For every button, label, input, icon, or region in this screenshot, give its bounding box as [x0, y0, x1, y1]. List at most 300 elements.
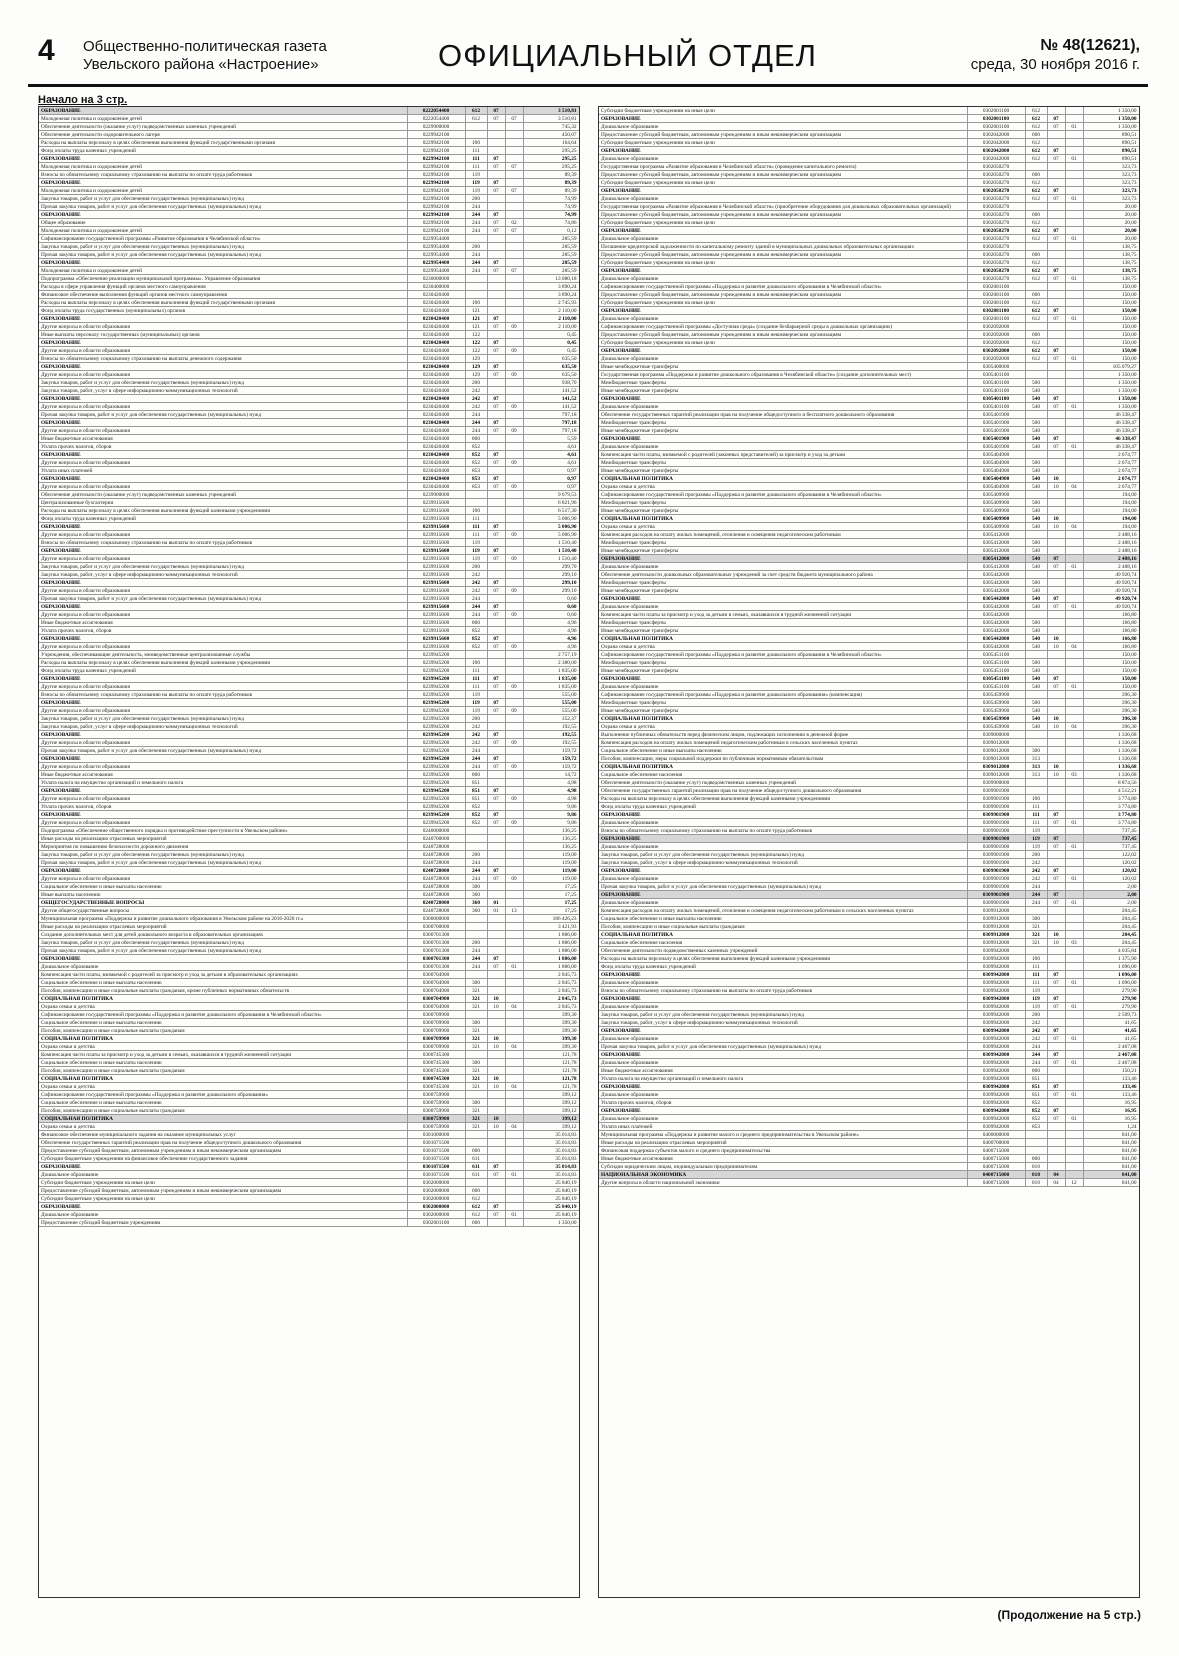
row-subsection: 03	[1065, 771, 1083, 779]
table-row	[599, 115, 1139, 123]
row-name: Предоставление субсидий бюджетным, автономным учреждениям и иным некоммерческим организациям	[599, 251, 967, 259]
row-subsection	[505, 1091, 523, 1099]
row-name: Иные межбюджетные трансферты	[599, 547, 967, 555]
row-expense-type: 612	[465, 115, 487, 123]
row-amount: 323,73	[1083, 187, 1139, 195]
row-section: 07	[487, 187, 505, 195]
row-amount: 74,99	[523, 211, 579, 219]
row-code: 0300759900	[407, 1123, 465, 1131]
row-code: 0300709900	[407, 1011, 465, 1019]
row-amount: 35 014,83	[523, 1131, 579, 1139]
row-section	[1047, 331, 1065, 339]
row-expense-type: 540	[1025, 555, 1047, 563]
row-name: Предоставление субсидий бюджетным, автономным учреждениям и иным некоммерческим организациям	[599, 131, 967, 139]
row-name: ОБРАЗОВАНИЕ	[39, 699, 407, 707]
row-amount: 41,65	[1083, 1027, 1139, 1035]
row-expense-type: 612	[1025, 123, 1047, 131]
row-subsection	[1065, 1083, 1083, 1091]
table-row	[599, 691, 1139, 699]
row-name: Дошкольное образование	[599, 843, 967, 851]
row-section	[487, 387, 505, 395]
row-expense-type: 244	[465, 963, 487, 971]
row-section	[1047, 579, 1065, 587]
row-section	[1047, 651, 1065, 659]
table-row	[599, 891, 1139, 899]
row-section: 07	[1047, 1115, 1065, 1123]
table-row	[39, 1139, 579, 1147]
row-expense-type: 242	[465, 387, 487, 395]
row-section: 10	[1047, 515, 1065, 523]
table-row	[39, 923, 579, 931]
row-expense-type: 119	[1025, 1003, 1047, 1011]
row-expense-type	[1025, 371, 1047, 379]
row-amount: 2 488,16	[1083, 563, 1139, 571]
row-section	[487, 659, 505, 667]
row-amount: 159,72	[523, 747, 579, 755]
row-section: 07	[1047, 227, 1065, 235]
row-subsection	[505, 155, 523, 163]
table-row	[39, 347, 579, 355]
row-expense-type	[465, 835, 487, 843]
row-expense-type	[1025, 1147, 1047, 1155]
row-name: Компенсация расходов на оплату жилых помещений, отопления и освещения педагогическим работникам в сельских населенных пунктах	[599, 907, 967, 915]
row-section: 07	[487, 579, 505, 587]
row-amount: 2,00	[1083, 883, 1139, 891]
row-amount: 285,59	[523, 259, 579, 267]
row-amount: 150,00	[1083, 323, 1139, 331]
row-section: 07	[1047, 811, 1065, 819]
row-amount: 352,37	[523, 715, 579, 723]
row-expense-type	[465, 1051, 487, 1059]
row-amount: 35 014,83	[523, 1147, 579, 1155]
row-subsection: 07	[505, 227, 523, 235]
row-subsection: 01	[1065, 843, 1083, 851]
row-name: Межбюджетные трансферты	[599, 619, 967, 627]
row-code: 0302050270	[967, 267, 1025, 275]
row-amount: 2,00	[1083, 899, 1139, 907]
row-amount: 635,50	[523, 371, 579, 379]
row-subsection	[505, 515, 523, 523]
row-subsection	[1065, 971, 1083, 979]
row-section	[1047, 611, 1065, 619]
row-expense-type: 244	[465, 251, 487, 259]
row-expense-type: 540	[1025, 483, 1047, 491]
row-name: Другие вопросы в области образования	[39, 371, 407, 379]
row-expense-type: 612	[1025, 115, 1047, 123]
row-expense-type: 540	[1025, 587, 1047, 595]
row-expense-type: 119	[1025, 987, 1047, 995]
row-amount: 555,00	[523, 691, 579, 699]
row-subsection	[1065, 963, 1083, 971]
row-amount: 399,30	[523, 1019, 579, 1027]
row-code: 0305442000	[967, 571, 1025, 579]
row-subsection	[505, 195, 523, 203]
row-subsection	[1065, 451, 1083, 459]
row-amount: 119,00	[523, 859, 579, 867]
row-name: Иные расходы на реализацию отраслевых мероприятий	[39, 835, 407, 843]
row-amount: 745,32	[523, 123, 579, 131]
row-subsection	[1065, 627, 1083, 635]
row-subsection	[505, 931, 523, 939]
row-expense-type: 321	[1025, 923, 1047, 931]
row-expense-type: 321	[465, 1115, 487, 1123]
row-amount: 635,50	[523, 363, 579, 371]
row-code: 0305401100	[967, 387, 1025, 395]
row-amount: 9,86	[523, 811, 579, 819]
row-subsection	[505, 947, 523, 955]
row-subsection	[1065, 1011, 1083, 1019]
row-section: 10	[1047, 771, 1065, 779]
row-expense-type: 321	[465, 1035, 487, 1043]
table-row	[599, 1131, 1139, 1139]
row-expense-type: 612	[1025, 339, 1047, 347]
row-code: 0309942000	[967, 963, 1025, 971]
row-code: 0300701300	[407, 939, 465, 947]
row-code: 0300745300	[407, 1051, 465, 1059]
table-row	[39, 1091, 579, 1099]
table-row	[599, 803, 1139, 811]
row-subsection	[1065, 251, 1083, 259]
row-amount: 797,18	[523, 427, 579, 435]
row-expense-type: 540	[1025, 643, 1047, 651]
row-amount: 20,00	[1083, 227, 1139, 235]
row-code: 0230420400	[407, 435, 465, 443]
row-name: Другие вопросы в области образования	[39, 819, 407, 827]
row-name: ОБРАЗОВАНИЕ	[39, 955, 407, 963]
row-code: 0229900000	[407, 123, 465, 131]
row-expense-type	[465, 843, 487, 851]
row-amount: 186 426,23	[523, 915, 579, 923]
row-code: 0239945200	[407, 651, 465, 659]
table-row	[39, 891, 579, 899]
row-code: 0305451100	[967, 683, 1025, 691]
row-subsection	[505, 107, 523, 115]
row-amount: 3 510,81	[523, 115, 579, 123]
table-row	[39, 331, 579, 339]
table-row	[39, 147, 579, 155]
row-section	[487, 411, 505, 419]
row-expense-type: 500	[1025, 459, 1047, 467]
row-amount: 396,30	[1083, 707, 1139, 715]
row-amount: 20,00	[1083, 211, 1139, 219]
row-amount: 3 774,80	[1083, 803, 1139, 811]
row-section: 07	[487, 699, 505, 707]
row-name: Мероприятия по повышению безопасности дорожного движения	[39, 843, 407, 851]
row-section	[487, 835, 505, 843]
table-row	[39, 635, 579, 643]
row-section	[487, 1067, 505, 1075]
row-section	[487, 1051, 505, 1059]
row-name: Взносы по обязательному социальному страхованию на выплаты по оплате труда работников	[39, 539, 407, 547]
row-code: 0302050270	[967, 259, 1025, 267]
row-section	[1047, 779, 1065, 787]
row-subsection: 07	[505, 163, 523, 171]
row-subsection	[1065, 827, 1083, 835]
table-row	[599, 195, 1139, 203]
newspaper-name-line2: Увельского района «Настроение»	[83, 56, 319, 73]
row-code: 0309901900	[967, 899, 1025, 907]
row-name: Софинансирование государственной программы «Поддержка и развитие дошкольного образования в Челябинской области»	[39, 1011, 407, 1019]
table-row	[39, 595, 579, 603]
row-subsection	[1065, 651, 1083, 659]
row-amount: 204,45	[1083, 907, 1139, 915]
table-row	[599, 819, 1139, 827]
row-code: 0302050270	[967, 243, 1025, 251]
table-row	[39, 1107, 579, 1115]
row-subsection	[1065, 203, 1083, 211]
table-row	[599, 219, 1139, 227]
table-row	[599, 523, 1139, 531]
row-code: 0305442000	[967, 595, 1025, 603]
row-expense-type: 100	[1025, 795, 1047, 803]
row-expense-type: 242	[465, 403, 487, 411]
row-name: ОБРАЗОВАНИЕ	[39, 363, 407, 371]
row-code: 0239945200	[407, 755, 465, 763]
row-subsection: 01	[1065, 235, 1083, 243]
row-code: 0302001100	[967, 115, 1025, 123]
table-row	[39, 907, 579, 915]
row-name: Межбюджетные трансферты	[599, 579, 967, 587]
row-code: 0239945200	[407, 811, 465, 819]
table-row	[39, 827, 579, 835]
row-expense-type: 852	[465, 443, 487, 451]
row-expense-type: 600	[1025, 331, 1047, 339]
table-row	[599, 771, 1139, 779]
table-row	[39, 715, 579, 723]
row-code: 0229942100	[407, 155, 465, 163]
row-subsection	[1065, 107, 1083, 115]
row-amount: 285,59	[523, 243, 579, 251]
row-code: 0230420400	[407, 291, 465, 299]
row-subsection	[505, 923, 523, 931]
row-amount: 3 774,80	[1083, 795, 1139, 803]
row-name: ОБРАЗОВАНИЕ	[599, 891, 967, 899]
row-subsection: 12	[1065, 1179, 1083, 1187]
row-code: 0305409900	[967, 507, 1025, 515]
row-subsection: 04	[505, 1123, 523, 1131]
row-code: 0300704900	[407, 995, 465, 1003]
row-subsection	[1065, 283, 1083, 291]
row-expense-type: 612	[1025, 299, 1047, 307]
table-row	[599, 371, 1139, 379]
table-row	[599, 635, 1139, 643]
row-section	[1047, 1155, 1065, 1163]
row-subsection	[505, 379, 523, 387]
row-code: 0309901900	[967, 795, 1025, 803]
row-expense-type: 852	[465, 635, 487, 643]
table-row	[599, 459, 1139, 467]
table-row	[39, 747, 579, 755]
row-name: Уплата прочих налогов, сборов	[39, 803, 407, 811]
row-amount: 299,10	[523, 587, 579, 595]
row-amount: 1 336,68	[1083, 771, 1139, 779]
row-section	[1047, 923, 1065, 931]
row-subsection	[505, 667, 523, 675]
row-amount: 2 845,73	[523, 979, 579, 987]
row-name: Дошкольное образование	[599, 1003, 967, 1011]
row-section	[1047, 1011, 1065, 1019]
row-section	[1047, 459, 1065, 467]
row-subsection	[1065, 1027, 1083, 1035]
row-name: Дошкольное образование	[39, 1211, 407, 1219]
row-code: 0300704900	[407, 971, 465, 979]
table-row	[599, 915, 1139, 923]
row-code: 0302050270	[967, 251, 1025, 259]
row-amount: 121,78	[523, 1051, 579, 1059]
row-code: 0302000000	[407, 1203, 465, 1211]
row-section	[1047, 587, 1065, 595]
row-code: 0309942000	[967, 1051, 1025, 1059]
row-section: 07	[487, 259, 505, 267]
row-expense-type	[1025, 731, 1047, 739]
table-row	[599, 643, 1139, 651]
row-section	[1047, 163, 1065, 171]
row-name: Закупка товаров, работ, услуг в сфере информационно-коммуникационных технологий	[39, 387, 407, 395]
row-amount: 166,80	[1083, 643, 1139, 651]
row-amount: 120,02	[1083, 867, 1139, 875]
row-name: Прочая закупка товаров, работ и услуг для обеспечения государственных (муниципальных) нужд	[39, 251, 407, 259]
row-amount: 4,61	[523, 443, 579, 451]
row-expense-type	[1025, 203, 1047, 211]
row-name: Прочая закупка товаров, работ и услуг для обеспечения государственных (муниципальных) нужд	[39, 411, 407, 419]
row-code: 0309901900	[967, 803, 1025, 811]
row-name: Пособия, компенсации, меры социальной поддержки по публичным нормативным обязательствам	[599, 755, 967, 763]
row-code: 0309942000	[967, 1043, 1025, 1051]
table-row	[599, 107, 1139, 115]
row-expense-type: 321	[465, 1067, 487, 1075]
row-code: 0400715000	[967, 1147, 1025, 1155]
row-expense-type: 244	[465, 763, 487, 771]
table-row	[39, 235, 579, 243]
row-section: 07	[487, 315, 505, 323]
table-row	[39, 115, 579, 123]
row-expense-type: 244	[465, 259, 487, 267]
row-name: ОБРАЗОВАНИЕ	[39, 107, 407, 115]
row-code: 0305451100	[967, 651, 1025, 659]
row-code: 0305442000	[967, 587, 1025, 595]
continued-from: Начало на 3 стр.	[38, 94, 128, 106]
row-code: 0305409900	[967, 515, 1025, 523]
row-expense-type: 129	[465, 371, 487, 379]
row-section	[1047, 1019, 1065, 1027]
row-code: 0230400000	[407, 283, 465, 291]
row-amount: 1 886,00	[523, 947, 579, 955]
row-name: Дошкольное образование	[599, 1091, 967, 1099]
table-row	[599, 1099, 1139, 1107]
row-amount: 194,00	[1083, 515, 1139, 523]
row-subsection	[505, 939, 523, 947]
row-section: 07	[487, 227, 505, 235]
table-row	[39, 1003, 579, 1011]
row-expense-type: 244	[465, 755, 487, 763]
row-section: 07	[1047, 891, 1065, 899]
row-amount: 17,25	[523, 899, 579, 907]
row-amount: 323,73	[1083, 163, 1139, 171]
row-section: 10	[487, 1083, 505, 1091]
table-row	[39, 675, 579, 683]
row-name: Обеспечение деятельности подведомственных казенных учреждений	[599, 947, 967, 955]
row-subsection	[505, 1179, 523, 1187]
row-section: 07	[1047, 1091, 1065, 1099]
row-code: 0302081100	[967, 315, 1025, 323]
row-amount: 0,97	[523, 483, 579, 491]
row-expense-type: 600	[1025, 291, 1047, 299]
row-name: Социальное обеспечение и иные выплаты населению	[39, 883, 407, 891]
table-row	[39, 787, 579, 795]
row-amount: 396,30	[1083, 691, 1139, 699]
row-code: 0239915600	[407, 635, 465, 643]
row-subsection	[505, 827, 523, 835]
row-subsection	[1065, 1075, 1083, 1083]
table-row	[599, 1115, 1139, 1123]
row-section	[1047, 739, 1065, 747]
table-row	[599, 171, 1139, 179]
row-expense-type: 111	[465, 523, 487, 531]
row-section: 10	[487, 1075, 505, 1083]
table-row	[599, 483, 1139, 491]
row-name: ОБРАЗОВАНИЕ	[39, 395, 407, 403]
row-code: 0302081100	[967, 291, 1025, 299]
row-code: 0230420400	[407, 299, 465, 307]
row-code: 0300745300	[407, 1059, 465, 1067]
row-code: 0239945200	[407, 779, 465, 787]
row-section: 10	[1047, 723, 1065, 731]
row-section: 07	[1047, 123, 1065, 131]
row-section	[487, 595, 505, 603]
row-subsection	[1065, 1123, 1083, 1131]
row-code: 0302092000	[967, 323, 1025, 331]
row-code: 0240000000	[407, 827, 465, 835]
row-name: Охрана семьи и детства	[599, 483, 967, 491]
table-row	[599, 427, 1139, 435]
row-expense-type: 122	[465, 331, 487, 339]
row-code: 0300709900	[407, 1027, 465, 1035]
row-code: 0230420400	[407, 347, 465, 355]
row-code: 0309000000	[967, 731, 1025, 739]
row-amount: 5 006,90	[523, 531, 579, 539]
row-subsection	[505, 491, 523, 499]
row-name: Фонд оплаты труда казенных учреждений	[599, 963, 967, 971]
row-code: 0300709900	[407, 1043, 465, 1051]
row-code: 0239945200	[407, 819, 465, 827]
table-row	[39, 1155, 579, 1163]
table-row	[599, 923, 1139, 931]
row-section	[487, 651, 505, 659]
table-row	[39, 795, 579, 803]
row-code: 0300709900	[407, 1019, 465, 1027]
row-name: Прочая закупка товаров, работ и услуг для обеспечения государственных (муниципальных) нужд	[39, 859, 407, 867]
row-section	[487, 131, 505, 139]
row-code: 0239915600	[407, 595, 465, 603]
row-subsection	[505, 395, 523, 403]
row-subsection	[505, 147, 523, 155]
row-section: 07	[487, 475, 505, 483]
row-amount: 49 920,74	[1083, 587, 1139, 595]
row-amount: 1 350,00	[1083, 115, 1139, 123]
header-rule	[28, 84, 1148, 87]
row-section	[487, 1147, 505, 1155]
row-code: 0309912000	[967, 915, 1025, 923]
row-subsection: 09	[505, 403, 523, 411]
row-expense-type: 200	[465, 195, 487, 203]
row-subsection	[505, 835, 523, 843]
row-expense-type	[1025, 323, 1047, 331]
row-name: Молодежная политика и оздоровление детей	[39, 227, 407, 235]
table-row	[599, 1027, 1139, 1035]
row-name: Другие вопросы в области образования	[39, 427, 407, 435]
row-name: ОБРАЗОВАНИЕ	[39, 1203, 407, 1211]
row-expense-type: 111	[465, 531, 487, 539]
